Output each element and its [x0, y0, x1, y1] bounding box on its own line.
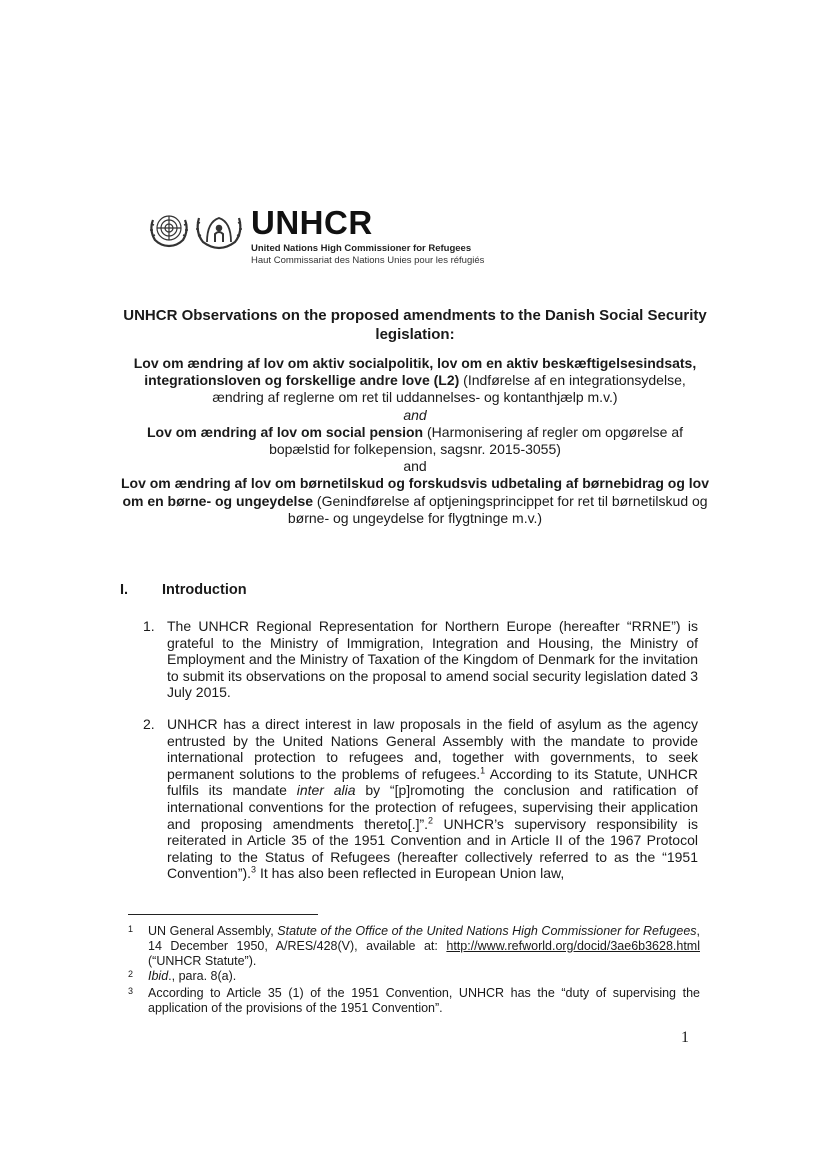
footnote-text: According to Article 35 (1) of the 1951 Convention, UNHCR has the “duty of supervising the application of the provisions of the 1951 Convention”. [148, 986, 700, 1015]
unhcr-emblem-icon [196, 218, 242, 248]
law-1-title: Lov om ændring af lov om aktiv socialpolitik, lov om en aktiv beskæftigelsesindsats, integrationsloven og forskellige andre love (L2) [133, 355, 697, 389]
law-2-subtitle: (Harmonisering af regler om opgørelse af bopælstid for folkepension, sagsnr. 2015-3055) [269, 423, 684, 458]
section-heading [120, 582, 247, 598]
footnote-2 [128, 969, 700, 984]
footnote-text-italic: Ibid [148, 969, 169, 983]
un-emblem-icon [150, 216, 188, 246]
logo-wordmark: UNHCR [251, 204, 373, 241]
un-unhcr-emblems [147, 208, 247, 252]
law-3-title: Lov om ændring af lov om børnetilskud og forskudsvis udbetaling af børnebidrag og lov om en børne- og ungeydelse [120, 475, 710, 509]
footnote-text-part: UN General Assembly, [148, 924, 278, 938]
law-titles [120, 355, 710, 527]
footnote-text [148, 969, 700, 984]
footnote-1 [128, 924, 700, 968]
footnote-mark: 1 [128, 924, 134, 934]
paragraph-text-part: According to its Statute, UNHCR fulfils its mandate [167, 765, 698, 799]
footnote-text [148, 924, 700, 968]
law-1 [120, 355, 710, 407]
footnote-ref-2[interactable]: 2 [428, 814, 434, 825]
paragraph-number: 1. [143, 618, 155, 634]
footnote-ref-1[interactable]: 1 [480, 765, 486, 776]
paragraph-text-italic: inter alia [296, 782, 356, 799]
logo-french-name: Haut Commissariat des Nations Unies pour les réfugiés [251, 255, 485, 266]
footnote-mark: 3 [128, 986, 134, 996]
paragraph-2 [143, 716, 698, 882]
paragraph-text-part: UNHCR has a direct interest in law proposals in the field of asylum as the agency entrusted by the United Nations General Assembly with the mandate to provide international protection to refugees and, together with governments, to seek permanent solutions to the problems of refugees. [167, 716, 698, 782]
section-title: Introduction [162, 582, 247, 598]
logo-english-name: United Nations High Commissioner for Refugees [251, 243, 472, 254]
law-3-subtitle: (Genindførelse af optjeningsprincippet for ret til børnetilskud og børne- og ungeydelse for flygtninge m.v.) [287, 492, 708, 526]
document-title: UNHCR Observations on the proposed amendments to the Danish Social Security legislation: [123, 307, 707, 343]
law-2 [120, 424, 710, 458]
footnote-text-part: (“UNHCR Statute”). [148, 953, 257, 968]
law-2-title: Lov om ændring af lov om social pension [146, 423, 424, 440]
law-1-subtitle: (Indførelse af en integrationsydelse, ændring af reglerne om ret til uddannelses- og kontanthjælp m.v.) [212, 372, 686, 406]
footnote-divider [128, 914, 318, 915]
footnote-3 [128, 986, 700, 1016]
paragraph-text-part: by “[p]romoting the conclusion and ratification of international conventions for the protection of refugees, supervising their application and proposing amendments thereto[.]”. [167, 782, 698, 832]
paragraph-text [167, 716, 698, 882]
refworld-link[interactable]: http://www.refworld.org/docid/3ae6b3628.html [446, 938, 700, 953]
footnote-mark: 2 [128, 969, 134, 979]
unhcr-logo [147, 206, 507, 268]
paragraph-1 [143, 618, 698, 701]
paragraph-text-part: UNHCR’s supervisory responsibility is reiterated in Article 35 of the 1951 Convention and in Article II of the 1967 Protocol relating to the Status of Refugees (hereafter collectively referred to as the “1951 Convention”). [167, 815, 698, 882]
footnote-text-part: ., para. 8(a). [168, 969, 237, 983]
footnote-text-part: , 14 December 1950, A/RES/428(V), available at: [148, 924, 701, 953]
and-separator-1: and [403, 406, 427, 423]
paragraph-text-part: It has also been reflected in European Union law, [256, 865, 565, 882]
footnote-text-italic: Statute of the Office of the United Nations High Commissioner for Refugees [277, 924, 697, 938]
footnote-ref-3[interactable]: 3 [251, 864, 257, 875]
paragraph-text: The UNHCR Regional Representation for Northern Europe (hereafter “RRNE”) is grateful to the Ministry of Immigration, Integration and Housing, the Ministry of Employment and the Ministry of Taxation of the Kingdom of Denmark for the invitation to submit its observations on the proposal to amend social security legislation dated 3 July 2015. [167, 618, 698, 701]
paragraph-number: 2. [143, 716, 155, 732]
and-separator-2: and [403, 458, 427, 475]
page-number: 1 [681, 1029, 689, 1046]
section-number: I. [120, 582, 129, 598]
law-3 [120, 475, 710, 527]
